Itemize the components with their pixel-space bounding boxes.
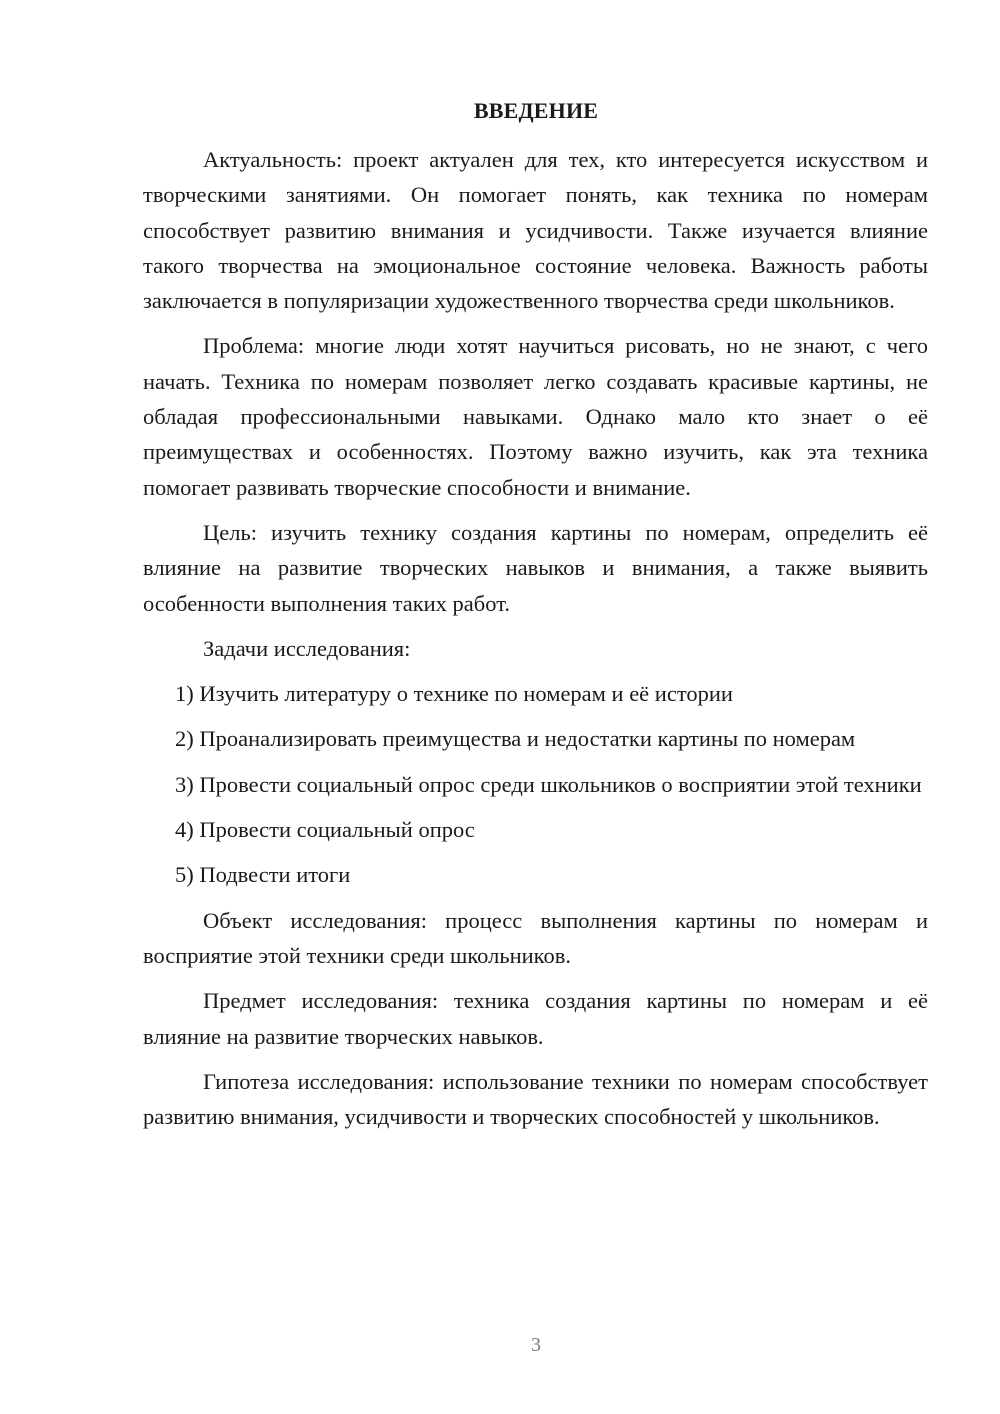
paragraph-hypothesis: Гипотеза исследования: использование техники по номерам способствует развитию внимания, усидчивости и творческих способностей у школьников. bbox=[143, 1068, 928, 1130]
section-heading: ВВЕДЕНИЕ bbox=[473, 98, 599, 123]
paragraph-subject: Предмет исследования: техника создания картины по номерам и её влияние на развитие творческих навыков. bbox=[143, 988, 928, 1049]
paragraph-problem: Проблема: многие люди хотят научиться рисовать, но не знают, с чего начать. Техника по номерам позволяет легко создавать красивые картины, не обладая профессиональными навыками. Однако мало кто знает о её преимуществах и особенностях. Поэтому важно изучить, как эта техника помогает развивать творческие способности и внимание. bbox=[143, 333, 928, 500]
task-item: 4) Провести социальный опрос bbox=[175, 817, 475, 843]
page-number: 3 bbox=[531, 1334, 541, 1356]
task-item: 3) Провести социальный опрос среди школьников о восприятии этой техники bbox=[175, 771, 922, 797]
paragraph-goal: Цель: изучить технику создания картины по номерам, определить её влияние на развитие творческих навыков и внимания, а также выявить особенности выполнения таких работ. bbox=[143, 519, 928, 616]
task-item: 1) Изучить литературу о технике по номерам и её истории bbox=[175, 681, 733, 707]
body-text bbox=[143, 142, 928, 1134]
paragraph-relevance: Актуальность: проект актуален для тех, кто интересуется искусством и творческими занятиями. Он помогает понять, как техника по номерам способствует развитию внимания и усидчивости. Также изучается влияние такого творчества на эмоциональное состояние человека. Важность работы заключается в популяризации художественного творчества среди школьников. bbox=[143, 147, 928, 314]
paragraph-object: Объект исследования: процесс выполнения картины по номерам и восприятие этой техники среди школьников. bbox=[143, 907, 928, 968]
task-item: 2) Проанализировать преимущества и недостатки картины по номерам bbox=[175, 726, 856, 752]
task-item: 5) Подвести итоги bbox=[175, 862, 351, 888]
paragraph-tasks-heading: Задачи исследования: bbox=[203, 635, 411, 661]
